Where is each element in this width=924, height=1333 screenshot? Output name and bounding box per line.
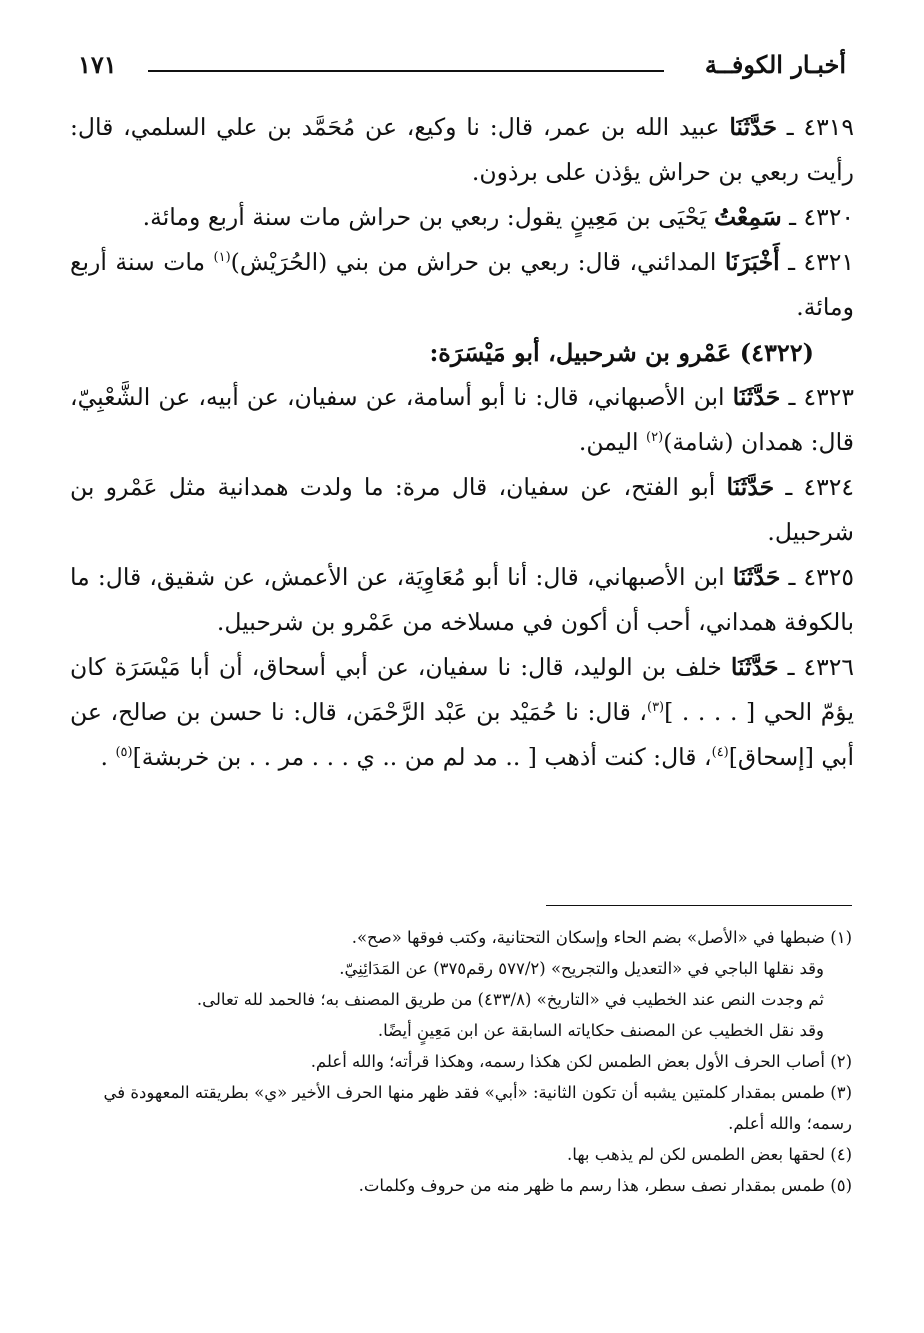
footnote-4: (٤) لحقها بعض الطمس لكن لم يذهب بها.: [567, 1145, 852, 1164]
footnote-5: (٥) طمس بمقدار نصف سطر، هذا رسم ما ظهر منه من حروف وكلمات.: [358, 1176, 852, 1195]
entry-number: ٤٣٢٦ ـ: [787, 653, 854, 681]
entry-number: ٤٣٢٥ ـ: [788, 563, 855, 591]
entry-text: ابن الأصبهاني، قال: أنا أبو مُعَاوِيَة، عن الأعمش، عن شقيق، قال: ما بالكوفة همداني، أحب أن أكون في مسلاخه من عَمْرو بن شرحبيل.: [70, 563, 854, 636]
footnote-2: (٢) أصاب الحرف الأول بعض الطمس لكن هكذا رسمه، وهكذا قرأته؛ والله أعلم.: [310, 1052, 852, 1071]
entry-text: خلف بن الوليد، قال: نا سفيان، عن أبي أسحاق، أن أبا مَيْسَرَة كان يؤمّ الحي [ . . . . ]: [70, 653, 854, 726]
entry-number: ٤٣٢٤ ـ: [785, 473, 854, 501]
paragraph-4321: [70, 240, 854, 330]
footnote-marker: (٤): [711, 745, 729, 761]
entry-keyword: أَخْبَرَنَا: [724, 248, 780, 276]
entry-keyword: حَدَّثَنَا: [732, 383, 781, 411]
entry-text: عبيد الله بن عمر، قال: نا وكيع، عن مُحَمَّد بن علي السلمي، قال: رأيت ربعي بن حراش يؤذن على برذون.: [70, 113, 854, 186]
header-title: أخبـار الكوفــة: [704, 50, 846, 79]
entry-text: .: [100, 743, 116, 771]
entry-number: ٤٣٢٠ ـ: [789, 203, 854, 231]
footnote-1-cont: وقد نقلها الباجي في «التعديل والتجريح» (٥٧٧/٢ رقم٣٧٥) عن المَدَائِنِيّ.: [339, 959, 824, 978]
entry-number: ٤٣٢٣ ـ: [788, 383, 854, 411]
paragraph-4326: [70, 645, 854, 780]
entry-text: ، قال: كنت أذهب [ .. مد لم من .. ي . . . مر . . بن خربشة]: [132, 743, 712, 771]
running-header: [70, 48, 854, 88]
main-text: [70, 105, 854, 780]
footnote-1: (١) ضبطها في «الأصل» بضم الحاء وإسكان التحتانية، وكتب فوقها «صح».: [351, 928, 852, 947]
entry-text: مات سنة أربع ومائة.: [70, 248, 854, 321]
entry-text: ابن الأصبهاني، قال: نا أبو أسامة، عن سفيان، عن أبيه، عن الشَّعْبِيّ، قال: همدان (شامة): [70, 383, 854, 456]
entry-keyword: حَدَّثَنَا: [726, 473, 775, 501]
entry-text: اليمن.: [578, 428, 647, 456]
entry-text: أبو الفتح، عن سفيان، قال مرة: ما ولدت همدانية مثل عَمْرو بن شرحبيل.: [70, 473, 854, 546]
footnote-marker: (١): [213, 250, 231, 266]
entry-keyword: حَدَّثَنَا: [730, 653, 779, 681]
entry-keyword: حَدَّثَنَا: [729, 113, 777, 141]
footnotes: [80, 922, 852, 1201]
entry-number: ٤٣٢١ ـ: [788, 248, 854, 276]
footnote-1-cont: ثم وجدت النص عند الخطيب في «التاريخ» (٤٣٣/٨) من طريق المصنف به؛ فالحمد لله تعالى.: [196, 990, 824, 1009]
footnote-separator: [546, 905, 852, 906]
paragraph-4320: [70, 195, 854, 240]
header-rule: [148, 70, 664, 72]
footnote-marker: (٥): [115, 745, 133, 761]
entry-text: يَحْيَى بن مَعِينٍ يقول: ربعي بن حراش مات سنة أربع ومائة.: [142, 203, 714, 231]
entry-keyword: سَمِعْتُ: [713, 203, 782, 231]
paragraph-4323: [70, 375, 854, 465]
footnote-1-cont: وقد نقل الخطيب عن المصنف حكاياته السابقة عن ابن مَعِينٍ أيضًا.: [377, 1021, 824, 1040]
paragraph-4324: [70, 465, 854, 555]
page-number: ١٧١: [78, 50, 117, 79]
paragraph-4325: [70, 555, 854, 645]
entry-text: المدائني، قال: ربعي بن حراش من بني (الحُرَيْش): [230, 248, 725, 276]
entry-keyword: حَدَّثَنَا: [732, 563, 781, 591]
paragraph-4319: [70, 105, 854, 195]
footnote-3: (٣) طمس بمقدار كلمتين يشبه أن تكون الثانية: «أبي» فقد ظهر منها الحرف الأخير «ي» بطريقته المعهودة في رسمه؛ والله أعلم.: [103, 1083, 852, 1133]
footnote-marker: (٢): [646, 430, 664, 446]
entry-text: ، قال: نا حُمَيْد بن عَبْد الرَّحْمَن، قال: نا حسن بن صالح، عن أبي [إسحاق]: [70, 698, 854, 771]
footnote-marker: (٣): [646, 700, 665, 716]
section-heading: (٤٣٢٢) عَمْرو بن شرحبيل، أبو مَيْسَرَة:: [429, 338, 814, 367]
entry-number: ٤٣١٩ ـ: [786, 113, 854, 141]
